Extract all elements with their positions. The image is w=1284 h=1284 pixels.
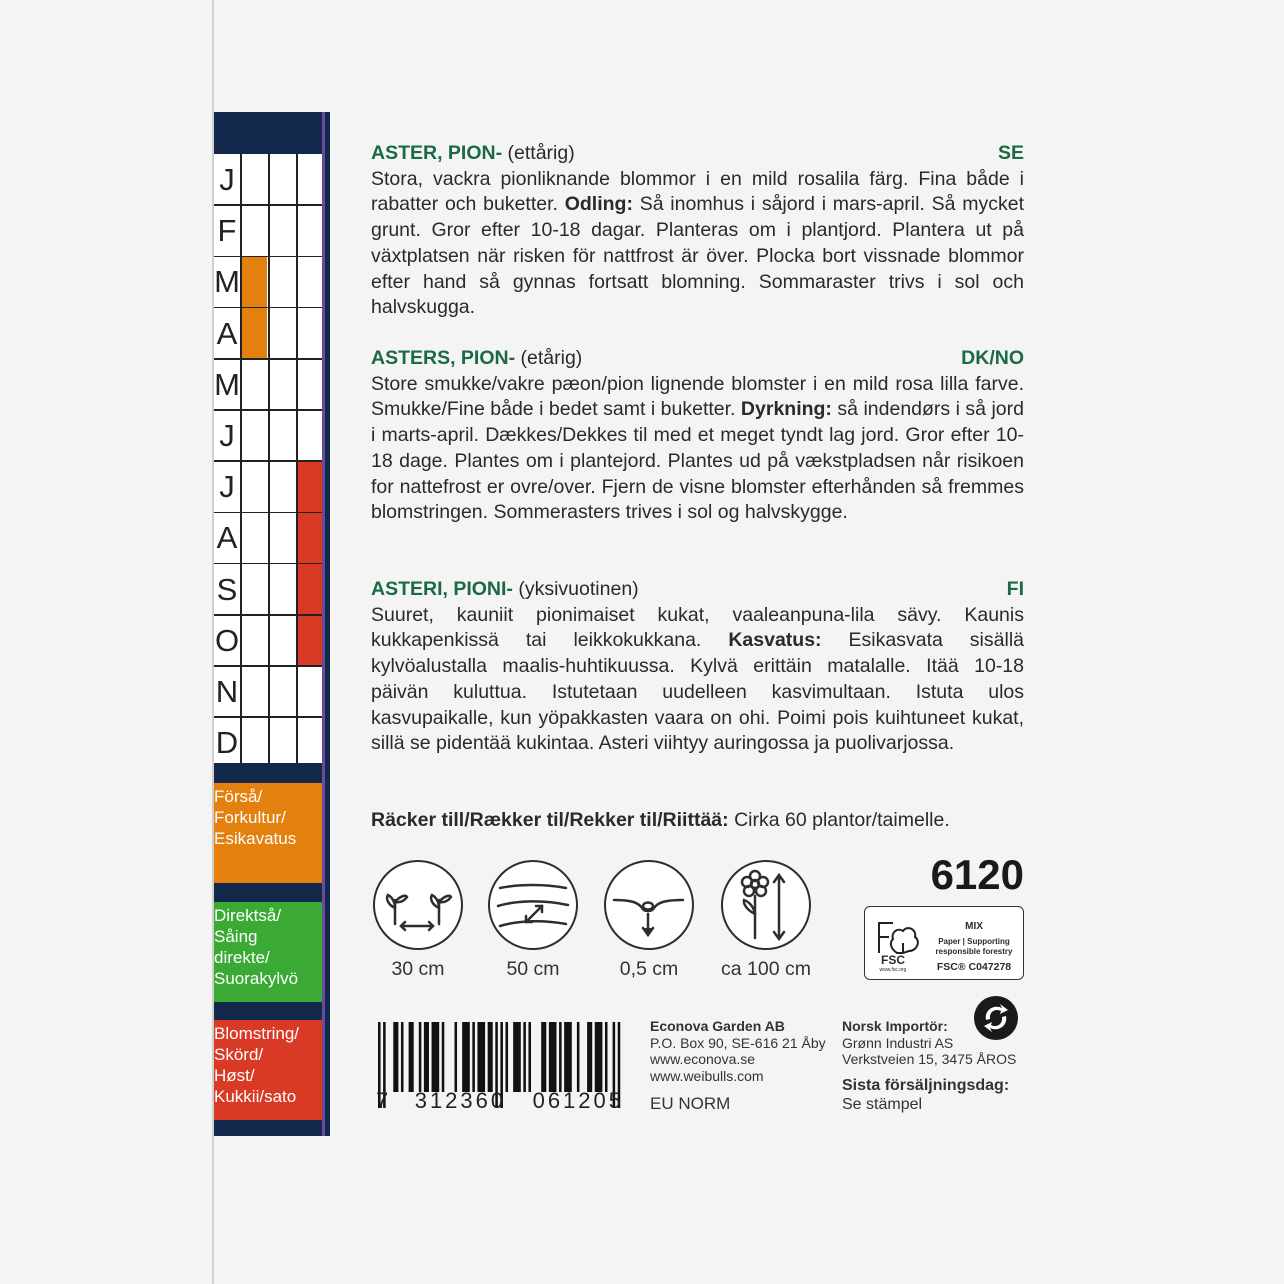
section-header [371,141,1024,167]
legend-sow-direct [214,902,324,1002]
barcode-bar [506,1022,509,1092]
calendar-period-cell [296,512,323,563]
barcode-bar [455,1022,458,1092]
section-text-part: Stora, vackra pionliknande blommor i en mild rosalila färg. Fina både i rabatter och buketter. [371,167,1024,216]
legend-sow-direct-line: Direktså/ [214,906,282,925]
section-keyword: Kasvatus: [728,629,822,652]
language-code: SE [997,142,1024,164]
calendar-month-letter: J [219,418,235,453]
legend-sow-direct-line: direkte/ [214,948,270,967]
recycle-icon [972,994,1020,1042]
fsc-mix: MIX [965,921,983,932]
sowing-depth-info [601,860,697,981]
sowing-calendar [214,112,328,1136]
fsc-claim [925,937,1023,957]
legend-bloom-line: Høst/ [214,1066,255,1085]
calendar-period-cell [240,308,267,359]
calendar-month-letter: J [219,469,235,505]
calendar-month-letter: F [217,213,237,249]
plant-height-icon [721,860,811,950]
section-header [371,577,1024,603]
section-text [371,372,1024,526]
barcode-bar [442,1022,445,1092]
row-spacing-icon [488,860,578,950]
calendar-period-cell [296,615,323,666]
language-code: FI [1006,578,1024,600]
plant-spacing-icon [373,860,463,950]
section-keyword: Dyrkning: [740,398,832,421]
section-text-part: Esikasvata sisällä kylvöalustalla maalis-huhtikuussa. Kylvä erittäin matalalle. Itää 10-18 päivän kuluttua. Istutetaan uudelleen kasvimultaan. Istuta ulos kasvupaikalle, kun yöpakkasten vaara on ohi. Poimi pois kuihtuneet kukat, sillä se pidentää kukintaa. Asteri viihtyy auringossa ja puolivarjossa. [371,629,1024,755]
legend-sow-indoor-line: Förså/ [214,787,263,806]
legend-sow-indoor [214,783,324,883]
company-website: www.weibulls.com [650,1067,764,1084]
calendar-column-line [296,154,298,768]
barcode-digits [376,1088,624,1114]
section-text [371,167,1024,321]
section-fi [371,577,1024,757]
section-text-part: Så inomhus i såjord i mars-april. Så mycket grunt. Gror efter 10-18 dagar. Planteras om i plantjord. Plantera ut på växtplatsen när risken för nattfrost är över. Plocka bort vissnade blommor efter hand så gynnas fortsatt blomning. Sommaraster trivs i sol och halvskugga. [371,193,1024,319]
fsc-claim-line: Paper | Supporting [938,937,1010,946]
section-subtitle: (yksivuotinen) [518,578,639,600]
plant-spacing-info [370,860,466,981]
barcode-bar [528,1022,531,1092]
section-title: ASTERI, PIONI- [371,578,513,600]
last-sale-value: Se stämpel [842,1096,923,1113]
plant-height-label: ca 100 cm [721,958,811,980]
row-spacing-label: 50 cm [506,958,560,980]
section-title: ASTERS, PION- [371,347,516,369]
calendar-edge-band [325,112,330,1136]
section-text-part: Suuret, kauniit pionimaiset kukat, vaaleanpuna-lila sävy. Kaunis kukkapenkissä tai leikkokukkana. [371,603,1024,652]
legend-sow-direct-line: Suorakylvö [214,969,299,988]
coverage-label: Räcker till/Rækker til/Rekker til/Riittää: [371,809,729,831]
company-info [650,1018,826,1084]
legend-gap [214,1002,328,1020]
barcode-bar [472,1022,475,1092]
company-address: P.O. Box 90, SE-616 21 Åby [650,1034,826,1051]
fsc-label [864,906,1024,980]
plant-spacing-label: 30 cm [391,958,445,980]
calendar-column-line [268,154,270,768]
barcode-digit-group: 061205 [532,1088,624,1113]
barcode-bar [595,1022,603,1092]
coverage-line [371,807,1031,833]
section-heading [371,141,575,167]
row-spacing-info [485,860,581,981]
fsc-word: FSC [881,953,905,967]
calendar-month-letter: S [216,571,238,607]
fsc-url: www.fsc.org [879,967,907,973]
coverage-value: Cirka 60 plantor/taimelle. [728,809,950,831]
barcode-bar [577,1022,580,1092]
barcode-bar [462,1022,470,1092]
barcode-bar [393,1022,398,1092]
legend-bloom [214,1020,324,1120]
barcode-bar [605,1022,608,1092]
fsc-claim-line: responsible forestry [935,947,1013,956]
section-heading [371,577,639,603]
calendar-month-letter: A [216,315,238,351]
calendar-header-band [214,112,328,154]
section-text-part: Store smukke/vakre pæon/pion lignende blomster i en mild rosa lilla farve. Smukke/Fine både i bedet samt i buketter. [371,372,1024,421]
barcode-bar [432,1022,440,1092]
legend-gap [214,883,328,902]
legend-gap [214,1120,328,1136]
calendar-separator-band [214,763,328,783]
calendar-month-letter: M [214,366,240,402]
plant-height-info [718,860,814,981]
barcode-bar [564,1022,572,1092]
calendar-month-letter: N [215,674,239,709]
section-header [371,346,1024,372]
section-subtitle: (ettårig) [507,142,575,164]
sowing-depth-icon [604,860,694,950]
barcode-digit-group: 312360 [414,1088,507,1113]
calendar-period-cell [296,461,323,512]
barcode-bar [488,1022,493,1092]
last-sale-label: Sista försäljningsdag: [842,1077,1010,1094]
barcode-bar [559,1022,562,1092]
barcode-bar [424,1022,429,1092]
eu-norm: EU NORM [650,1094,731,1113]
calendar-month-letter: M [214,264,240,300]
importer-name: Grønn Industri AS [842,1034,954,1051]
company-name: Econova Garden AB [650,1018,785,1034]
sowing-depth-label: 0,5 cm [619,958,679,980]
section-heading [371,346,582,372]
barcode-bar [513,1022,521,1092]
barcode-bar [523,1022,526,1092]
article-number: 6120 [930,851,1024,898]
legend-bloom-line: Kukkii/sato [214,1087,297,1106]
legend-bloom-line: Blomstring/ [214,1024,300,1043]
company-website: www.econova.se [650,1051,756,1067]
barcode-bar [409,1022,414,1092]
barcode-digit-group: 7 [376,1088,389,1113]
calendar-month-letter: A [216,520,238,556]
section-keyword: Odling: [564,193,633,216]
calendar-period-cell [296,564,323,615]
barcode-bar [541,1022,546,1092]
calendar-period-cell [240,256,267,307]
section-title: ASTER, PION- [371,142,503,164]
calendar-month-letter: O [214,622,240,658]
legend-sow-indoor-line: Forkultur/ [214,808,286,827]
section-se [371,141,1024,321]
section-dk-no [371,346,1024,526]
legend-sow-indoor-line: Esikavatus [214,829,297,848]
barcode-bar [419,1022,422,1092]
section-text [371,603,1024,757]
importer-label: Norsk Importör: [842,1018,948,1034]
calendar-column-line [240,154,242,768]
calendar-month-letter: J [219,162,235,197]
barcode-bar [477,1022,485,1092]
calendar-month-letter: D [215,725,239,761]
legend-sow-direct-line: Såing [214,927,258,946]
legend-bloom-line: Skörd/ [214,1045,264,1064]
fsc-code: FSC® C047278 [936,961,1012,973]
barcode-bar [549,1022,557,1092]
section-subtitle: (etårig) [520,347,583,369]
barcode-bar [401,1022,404,1092]
last-sale-date [842,1076,1009,1114]
importer-address: Verkstveien 15, 3475 ÅROS [842,1051,1017,1067]
section-text-part: så indendørs i så jord i marts-april. Dækkes/Dekkes til med et meget tyndt lag jord. Gror efter 10-18 dage. Plantes om i plantejord. Plantes ud på vækstpladsen når risikoen for nattefrost er ovre/over. Fjern de visne blomster efterhånden så fremmes blomstringen. Sommerasters trives i sol og halvskygge. [371,398,1024,524]
barcode-bar [587,1022,592,1092]
language-code: DK/NO [961,347,1024,369]
